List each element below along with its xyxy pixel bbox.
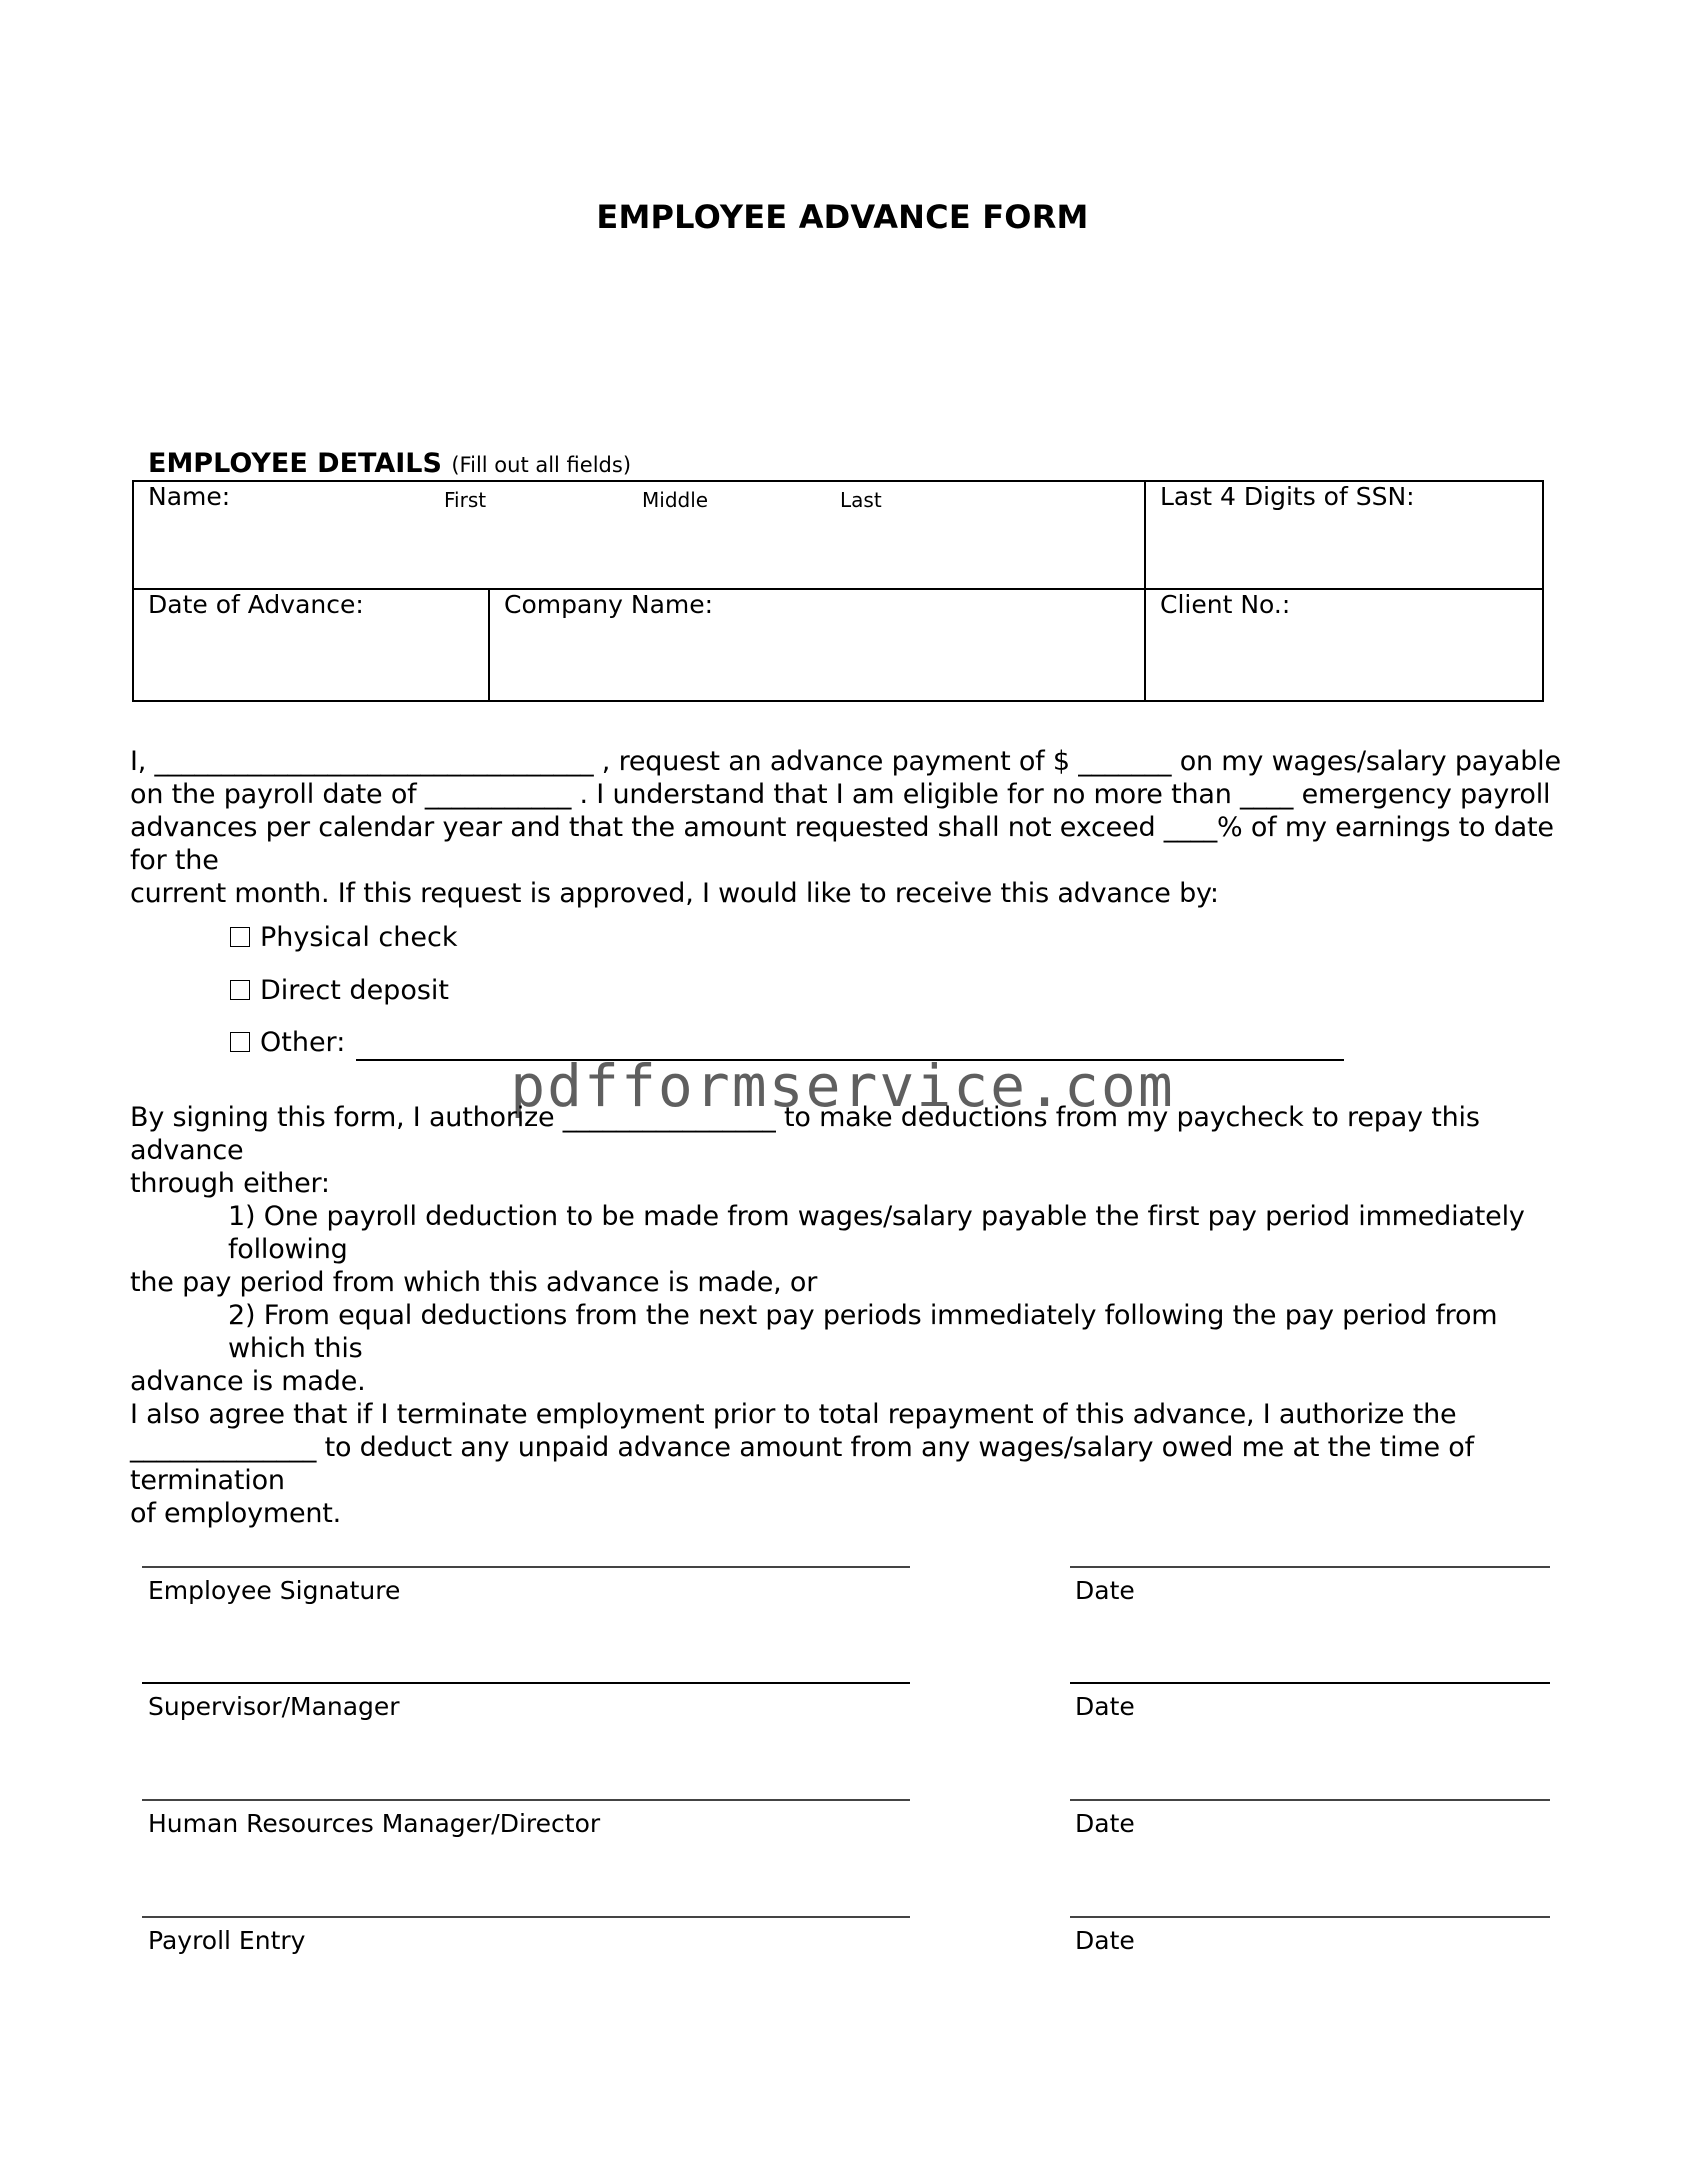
request-paragraph — [130, 745, 1570, 910]
auth-item-1: 1) One payroll deduction to be made from wages/salary payable the first pay period immediately following — [228, 1201, 1525, 1265]
hr-signature-label: Human Resources Manager/Director — [148, 1809, 601, 1838]
payroll-date-label: Date — [1075, 1926, 1135, 1955]
option-physical-check[interactable] — [230, 922, 457, 953]
option-label: Physical check — [260, 922, 458, 953]
request-line: on the payroll date of ___________ . I understand that I am eligible for no more than ____ emergency payroll — [130, 779, 1551, 810]
request-line: advances per calendar year and that the amount requested shall not exceed ____% of my earnings to date for the — [130, 812, 1554, 876]
auth-item-2: 2) From equal deductions from the next pay periods immediately following the pay period from which this — [228, 1300, 1498, 1364]
auth-line: ______________ to deduct any unpaid advance amount from any wages/salary owed me at the time of termination — [130, 1432, 1474, 1496]
hr-signature-line[interactable] — [142, 1799, 910, 1801]
auth-line: By signing this form, I authorize ________________ to make deductions from my paycheck to repay this advance — [130, 1102, 1480, 1166]
company-name-label: Company Name: — [504, 590, 714, 619]
name-field[interactable] — [134, 482, 1144, 588]
employee-details-heading — [148, 448, 631, 479]
request-line: I, _________________________________ , request an advance payment of $ _______ on my wages/salary payable — [130, 746, 1561, 777]
supervisor-signature-line[interactable] — [142, 1682, 910, 1684]
option-label: Other: — [260, 1027, 346, 1058]
payroll-signature-line[interactable] — [142, 1916, 910, 1918]
supervisor-date-line[interactable] — [1070, 1682, 1550, 1684]
employee-details-title: EMPLOYEE DETAILS — [148, 448, 442, 479]
ssn-label: Last 4 Digits of SSN: — [1160, 482, 1415, 511]
option-direct-deposit[interactable] — [230, 975, 449, 1006]
client-no-label: Client No.: — [1160, 590, 1291, 619]
auth-line: I also agree that if I terminate employment prior to total repayment of this advance, I authorize the — [130, 1399, 1457, 1430]
date-of-advance-field[interactable] — [134, 590, 488, 700]
checkbox-icon[interactable] — [230, 927, 250, 947]
employee-signature-label: Employee Signature — [148, 1576, 401, 1605]
form-title: EMPLOYEE ADVANCE FORM — [596, 198, 1089, 236]
auth-item-1-cont: the pay period from which this advance is made, or — [130, 1267, 818, 1298]
employee-date-label: Date — [1075, 1576, 1135, 1605]
employee-details-subheading: (Fill out all fields) — [451, 453, 632, 477]
name-label: Name: — [148, 482, 231, 511]
option-label: Direct deposit — [260, 975, 449, 1006]
auth-line: through either: — [130, 1168, 330, 1199]
employee-details-table — [132, 480, 1544, 702]
auth-item-2-cont: advance is made. — [130, 1366, 366, 1397]
name-first-label: First — [444, 488, 487, 512]
checkbox-icon[interactable] — [230, 980, 250, 1000]
name-last-label: Last — [840, 488, 882, 512]
checkbox-icon[interactable] — [230, 1032, 250, 1052]
watermark: pdfformservice.com — [510, 1052, 1175, 1120]
supervisor-signature-label: Supervisor/Manager — [148, 1692, 400, 1721]
payroll-date-line[interactable] — [1070, 1916, 1550, 1918]
hr-date-line[interactable] — [1070, 1799, 1550, 1801]
supervisor-date-label: Date — [1075, 1692, 1135, 1721]
employee-date-line[interactable] — [1070, 1566, 1550, 1568]
client-no-field[interactable] — [1146, 590, 1542, 700]
request-line: current month. If this request is approved, I would like to receive this advance by: — [130, 878, 1219, 909]
name-middle-label: Middle — [642, 488, 709, 512]
auth-line: of employment. — [130, 1498, 342, 1529]
payroll-entry-label: Payroll Entry — [148, 1926, 306, 1955]
company-name-field[interactable] — [490, 590, 1144, 700]
employee-signature-line[interactable] — [142, 1566, 910, 1568]
authorization-paragraph — [130, 1101, 1570, 1530]
ssn-field[interactable] — [1146, 482, 1542, 588]
hr-date-label: Date — [1075, 1809, 1135, 1838]
date-of-advance-label: Date of Advance: — [148, 590, 364, 619]
